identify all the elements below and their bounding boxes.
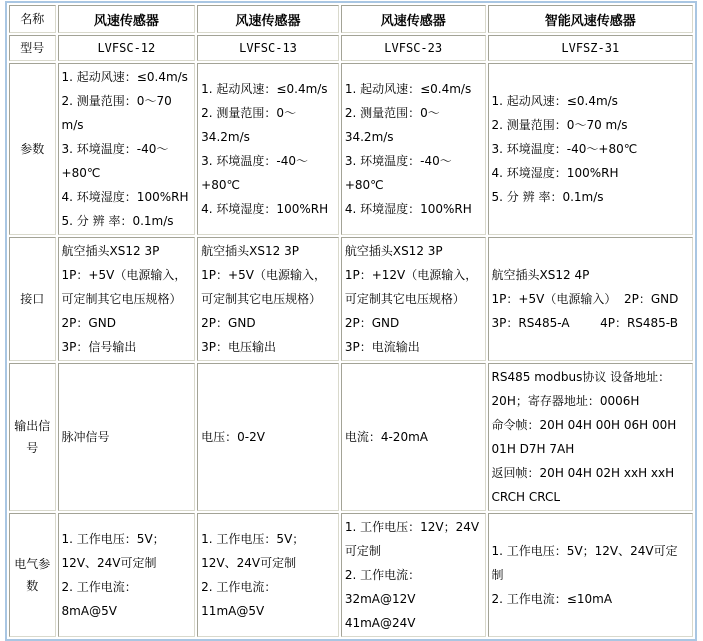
product-model-1: LVFSC-13 (197, 35, 339, 61)
spec-line: 返回帧：20H 04H 02H xxH xxH CRCH CRCL (491, 466, 678, 504)
spec-line: 2. 测量范围：0～70 m/s (491, 118, 628, 132)
spec-line: 5. 分 辨 率：0.1m/s (491, 190, 604, 204)
spec-line: 1P：+5V（电源输入） 2P：GND (491, 292, 679, 306)
spec-line: 2. 工作电流：32mA@12V 41mA@24V (344, 568, 421, 630)
spec-line: 3P：电压输出 (201, 340, 277, 354)
spec-line: 5. 分 辨 率：0.1m/s (61, 214, 174, 228)
product-name-header-0: 风速传感器 (58, 5, 196, 33)
spec-line: 1. 起动风速：≤0.4m/s (344, 82, 472, 96)
spec-line: 2P：GND (344, 316, 400, 330)
product-model-3: LVFSZ-31 (488, 35, 693, 61)
row-label-interface: 接口 (9, 237, 56, 361)
cell-electrical-0 (58, 513, 196, 637)
product-name-header-3: 智能风速传感器 (488, 5, 693, 33)
spec-line: 1. 工作电压：5V；12V、24V可定制 (61, 532, 165, 570)
spec-line: 1P：+5V（电源输入，可定制其它电压规格） (201, 268, 326, 306)
spec-line: 1P：+5V（电源输入，可定制其它电压规格） (61, 268, 187, 306)
cell-electrical-1 (197, 513, 339, 637)
row-label-model: 型号 (9, 35, 56, 61)
row-label-electrical: 电气参数 (9, 513, 56, 637)
spec-line: 3. 环境温度：-40～+80℃ (491, 142, 638, 156)
row-output (9, 363, 693, 511)
cell-params-2 (341, 63, 486, 235)
spec-line: 4. 环境湿度：100%RH (491, 166, 619, 180)
spec-line: 2. 工作电流：8mA@5V (61, 580, 137, 618)
spec-line: 命令帧：20H 04H 00H 06H 00H 01H D7H 7AH (491, 418, 681, 456)
row-params (9, 63, 693, 235)
spec-line: 1. 工作电压：5V；12V、24V可定制 (201, 532, 305, 570)
cell-output-1 (197, 363, 339, 511)
spec-line: 航空插头XS12 3P (61, 244, 160, 258)
spec-line: 2. 测量范围：0～34.2m/s (201, 106, 297, 144)
spec-line: 3. 环境温度：-40～+80℃ (344, 154, 452, 192)
product-model-0: LVFSC-12 (58, 35, 196, 61)
spec-line: 2. 测量范围：0～70 m/s (61, 94, 176, 132)
row-label-params: 参数 (9, 63, 56, 235)
cell-interface-0 (58, 237, 196, 361)
cell-electrical-2 (341, 513, 486, 637)
spec-line: 2P：GND (61, 316, 116, 330)
spec-line: 2. 工作电流：11mA@5V (201, 580, 277, 618)
row-model (9, 35, 693, 61)
spec-line: 1. 起动风速：≤0.4m/s (201, 82, 328, 96)
spec-line: 2. 工作电流：≤10mA (491, 592, 613, 606)
row-name (9, 5, 693, 33)
row-interface (9, 237, 693, 361)
spec-line: 脉冲信号 (61, 430, 110, 444)
spec-line: 电流：4-20mA (344, 430, 428, 444)
row-label-name: 名称 (9, 5, 56, 33)
cell-interface-3 (488, 237, 693, 361)
spec-line: RS485 modbus协议 设备地址：20H；寄存器地址：0006H (491, 370, 671, 408)
cell-params-0 (58, 63, 196, 235)
spec-line: 航空插头XS12 3P (201, 244, 299, 258)
spec-line: 3P：RS485-A 4P：RS485-B (491, 316, 678, 330)
spec-line: 4. 环境湿度：100%RH (201, 202, 329, 216)
spec-line: 3P：信号输出 (61, 340, 137, 354)
spec-line: 1. 工作电压：5V；12V、24V可定制 (491, 544, 678, 582)
cell-params-3 (488, 63, 693, 235)
sensor-spec-table (5, 1, 697, 641)
spec-line: 1. 起动风速：≤0.4m/s (61, 70, 188, 84)
cell-interface-2 (341, 237, 486, 361)
cell-output-2 (341, 363, 486, 511)
spec-line: 4. 环境湿度：100%RH (61, 190, 189, 204)
row-electrical (9, 513, 693, 637)
spec-line: 2. 测量范围：0～34.2m/s (344, 106, 440, 144)
row-label-output: 输出信号 (9, 363, 56, 511)
spec-line: 3. 环境温度：-40～+80℃ (201, 154, 309, 192)
spec-line: 4. 环境湿度：100%RH (344, 202, 472, 216)
spec-line: 3. 环境温度：-40～+80℃ (61, 142, 169, 180)
product-name-header-2: 风速传感器 (341, 5, 486, 33)
cell-output-0 (58, 363, 196, 511)
spec-line: 1P：+12V（电源输入，可定制其它电压规格） (344, 268, 478, 306)
spec-line: 1. 起动风速：≤0.4m/s (491, 94, 618, 108)
product-model-2: LVFSC-23 (341, 35, 486, 61)
spec-line: 电压：0-2V (201, 430, 265, 444)
cell-params-1 (197, 63, 339, 235)
cell-electrical-3 (488, 513, 693, 637)
spec-line: 航空插头XS12 4P (491, 268, 590, 282)
spec-line: 3P：电流输出 (344, 340, 420, 354)
spec-line: 2P：GND (201, 316, 256, 330)
cell-output-3 (488, 363, 693, 511)
product-name-header-1: 风速传感器 (197, 5, 339, 33)
cell-interface-1 (197, 237, 339, 361)
spec-line: 1. 工作电压：12V；24V可定制 (344, 520, 480, 558)
spec-line: 航空插头XS12 3P (344, 244, 443, 258)
